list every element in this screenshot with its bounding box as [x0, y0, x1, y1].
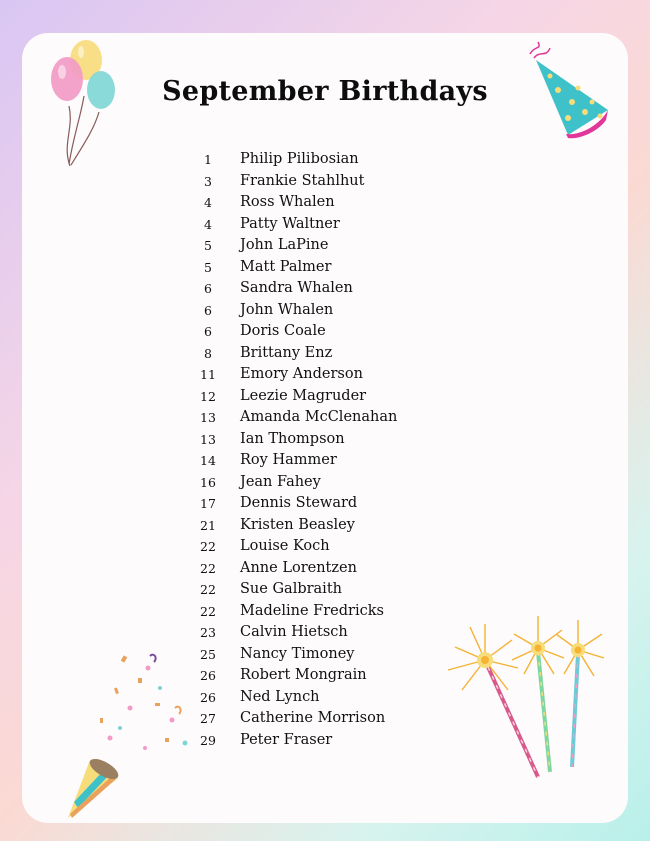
list-item	[0, 278, 650, 300]
sparklers-icon	[440, 612, 610, 782]
birthday-day: 14	[200, 453, 216, 468]
birthday-name: Robert Mongrain	[240, 667, 367, 683]
birthday-name: Peter Fraser	[240, 731, 333, 748]
list-item	[0, 536, 650, 558]
birthday-day: 4	[204, 195, 212, 210]
birthday-name: Philip Pilibosian	[240, 151, 359, 167]
birthday-name: Calvin Hietsch	[240, 624, 348, 640]
birthday-name: Ross Whalen	[240, 194, 335, 210]
birthday-day: 16	[200, 474, 216, 490]
birthday-day: 5	[204, 238, 212, 253]
list-item	[0, 407, 650, 429]
birthday-name: John Whalen	[240, 301, 334, 318]
list-item	[0, 214, 650, 236]
birthday-day: 21	[200, 517, 216, 533]
birthday-name: Sue Galbraith	[240, 581, 342, 597]
page-title: September Birthdays	[162, 76, 488, 107]
birthday-name: Nancy Timoney	[240, 645, 355, 662]
birthday-name: Emory Anderson	[240, 366, 363, 382]
list-item	[0, 493, 650, 515]
list-item	[0, 558, 650, 580]
birthday-day: 1	[204, 152, 212, 167]
birthday-name: Sandra Whalen	[240, 280, 353, 296]
birthday-name: Leezie Magruder	[240, 387, 367, 404]
birthday-day: 6	[204, 302, 212, 318]
birthday-name: Anne Lorentzen	[240, 559, 357, 576]
list-item	[0, 343, 650, 365]
birthday-name: John LaPine	[240, 237, 329, 253]
birthday-name: Roy Hammer	[240, 452, 337, 468]
birthday-day: 13	[200, 431, 216, 447]
birthday-name: Madeline Fredricks	[240, 602, 384, 619]
list-item	[0, 450, 650, 472]
birthday-day: 23	[200, 625, 216, 640]
list-item	[0, 386, 650, 408]
list-item	[0, 235, 650, 257]
list-item	[0, 321, 650, 343]
confetti-popper-icon	[60, 648, 195, 828]
birthday-day: 11	[200, 367, 216, 382]
birthday-day: 26	[200, 689, 216, 705]
list-item	[0, 579, 650, 601]
birthday-name: Patty Waltner	[240, 215, 340, 232]
birthday-day: 17	[200, 496, 216, 511]
birthday-day: 6	[204, 281, 212, 296]
birthday-name: Matt Palmer	[240, 258, 332, 275]
birthday-day: 12	[200, 388, 216, 404]
list-item	[0, 171, 650, 193]
birthday-day: 6	[204, 324, 212, 339]
birthday-name: Dennis Steward	[240, 495, 358, 511]
balloons-icon	[44, 34, 124, 169]
list-item	[0, 515, 650, 537]
birthday-day: 26	[200, 668, 216, 683]
birthday-day: 8	[204, 345, 212, 361]
birthday-day: 22	[200, 603, 216, 619]
birthday-day: 22	[200, 560, 216, 576]
list-item	[0, 257, 650, 279]
party-hat-icon	[520, 40, 615, 140]
birthday-name: Kristen Beasley	[240, 516, 355, 533]
birthday-name: Ian Thompson	[240, 430, 345, 447]
list-item	[0, 192, 650, 214]
birthday-day: 13	[200, 410, 216, 425]
list-item	[0, 364, 650, 386]
birthday-name: Catherine Morrison	[240, 710, 386, 726]
birthday-name: Doris Coale	[240, 323, 326, 339]
birthday-name: Ned Lynch	[240, 688, 320, 705]
birthday-day: 5	[204, 259, 212, 275]
birthday-name: Amanda McClenahan	[240, 409, 398, 425]
birthday-day: 25	[200, 646, 216, 662]
birthday-day: 4	[204, 216, 212, 232]
birthday-name: Frankie Stahlhut	[240, 172, 365, 189]
birthday-name: Jean Fahey	[240, 473, 321, 490]
birthday-name: Louise Koch	[240, 538, 330, 554]
birthday-day: 22	[200, 582, 216, 597]
birthday-name: Brittany Enz	[240, 344, 333, 361]
birthday-day: 29	[200, 732, 216, 748]
list-item	[0, 472, 650, 494]
list-item	[0, 300, 650, 322]
birthday-day: 22	[200, 539, 216, 554]
list-item	[0, 429, 650, 451]
birthday-day: 27	[200, 711, 216, 726]
birthday-day: 3	[204, 173, 212, 189]
